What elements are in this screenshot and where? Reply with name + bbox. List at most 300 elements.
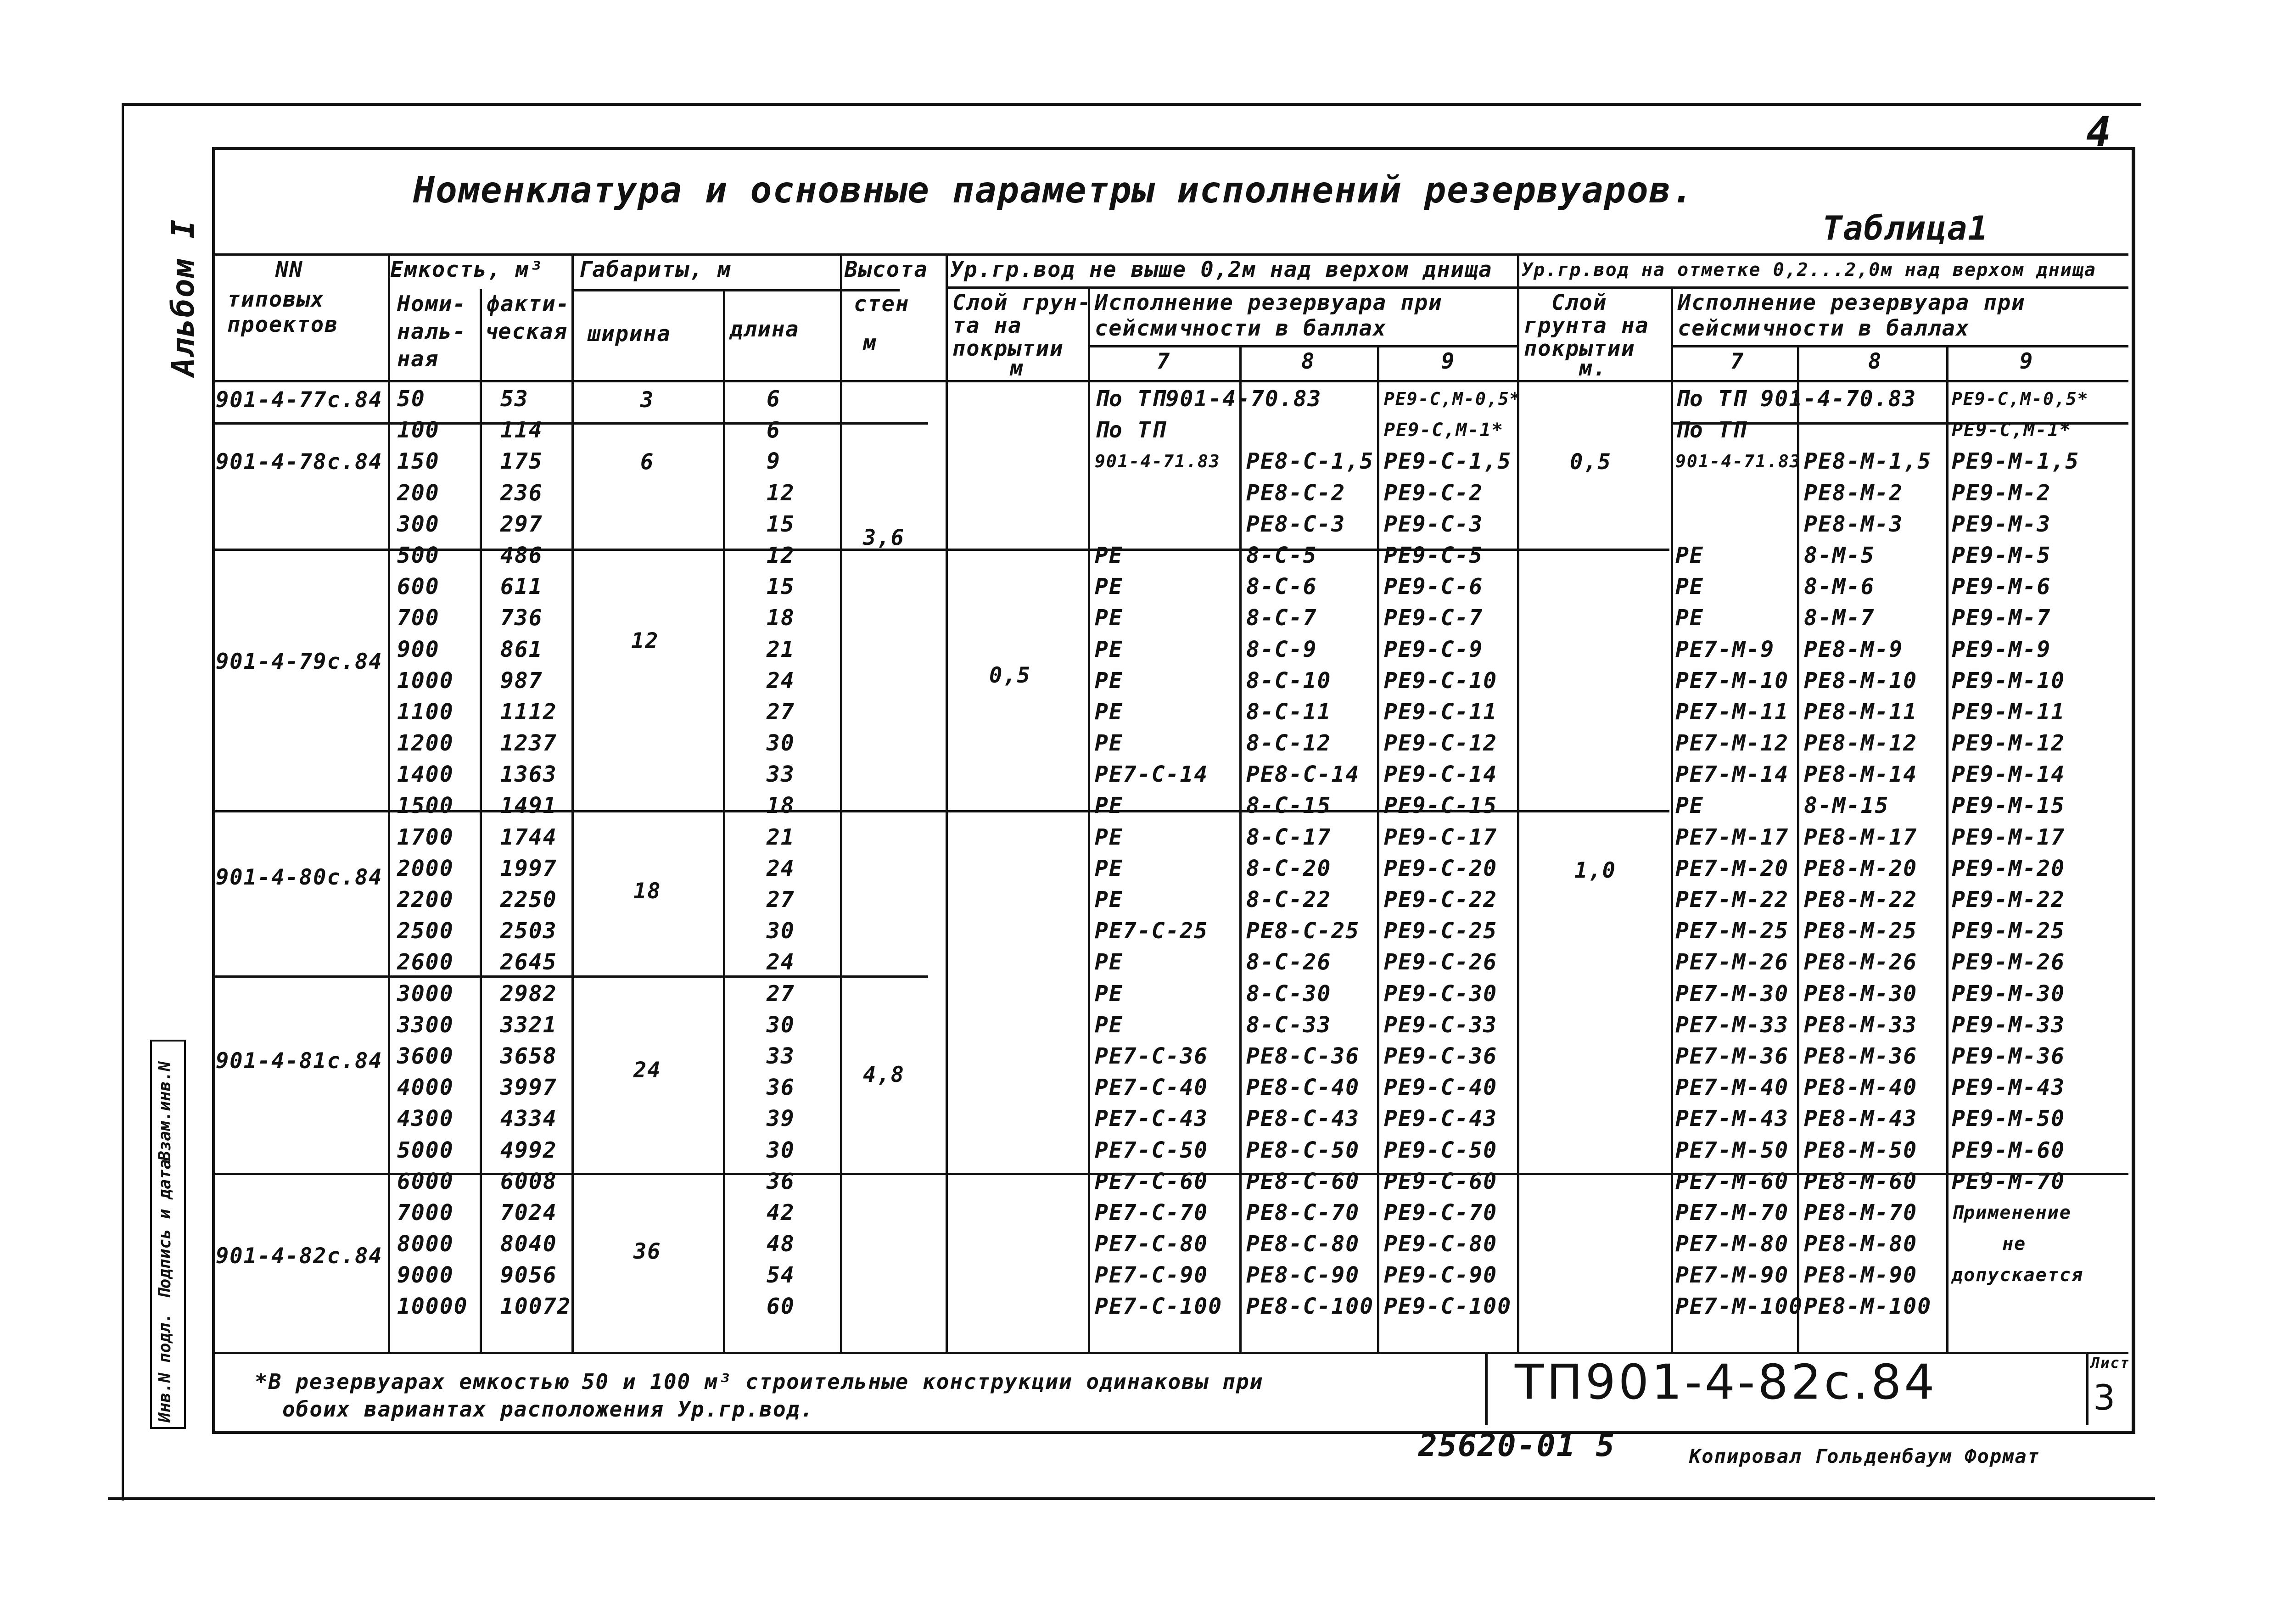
length-cell: 24	[767, 949, 795, 975]
g1-s8-cell: РЕ8-С-50	[1246, 1137, 1360, 1163]
g2-s8-cell: РЕ8-М-9	[1804, 636, 1904, 662]
actual-column	[500, 383, 571, 1322]
g1-s7-cell: РЕ7-С-70	[1095, 1199, 1209, 1226]
width-cell: 36	[633, 1239, 661, 1264]
g1-s7-cell: РЕ7-С-43	[1095, 1106, 1209, 1132]
g1-s7-cell: По ТП	[1095, 417, 1166, 443]
actual-cell: 2645	[500, 949, 557, 975]
g2-s9-cell: РЕ9-М-70	[1952, 1168, 2066, 1194]
g1-s8-cell: РЕ8-С-36	[1246, 1043, 1360, 1069]
nominal-cell: 1500	[397, 793, 454, 819]
length-cell: 9	[767, 448, 781, 475]
header-wall-1: Высота	[845, 257, 928, 282]
g1-s9-cell: РЕ9-С-14	[1384, 762, 1498, 788]
g2-s8-cell: РЕ8-М-20	[1804, 855, 1918, 881]
col-line	[1377, 345, 1379, 1352]
col-line	[723, 289, 725, 1352]
g2-s8-cell: РЕ8-М-43	[1804, 1106, 1918, 1132]
g2-s7-cell: РЕ7-М-25	[1675, 918, 1789, 944]
actual-cell: 1112	[500, 699, 557, 725]
sidebar-label-replace: Взам.инв.N	[156, 1061, 174, 1161]
g1-s9-cell: РЕ9-С-43	[1384, 1106, 1498, 1132]
nominal-cell: 2600	[397, 949, 454, 975]
g1-s7-cell: РЕ	[1095, 1012, 1123, 1038]
header-length: длина	[730, 317, 800, 342]
sheet-number: 3	[2093, 1377, 2116, 1418]
col-line	[1946, 345, 1948, 1352]
g1-s9-cell: РЕ9-С-10	[1384, 667, 1498, 694]
g1-s9-cell: РЕ9-С-90	[1384, 1262, 1498, 1288]
g1-s7-cell: РЕ	[1095, 855, 1123, 881]
g1-s9-cell: РЕ9-С-12	[1384, 730, 1498, 756]
nominal-cell: 1400	[397, 762, 454, 788]
group1-seismic9-column	[1384, 383, 1521, 1322]
header-project-line3: проектов	[227, 312, 339, 337]
g2-s7-cell: РЕ	[1675, 574, 1704, 600]
project-cell: 901-4-80с.84	[216, 865, 383, 890]
g1-s8-cell: РЕ8-С-2	[1246, 480, 1346, 506]
project-cell: 901-4-82с.84	[216, 1243, 383, 1269]
g2-s8-cell: 8-М-7	[1804, 605, 1875, 631]
actual-cell: 9056	[500, 1262, 557, 1288]
actual-cell: 3658	[500, 1043, 557, 1069]
length-cell: 60	[767, 1294, 795, 1320]
header-nominal-1: Номи-	[397, 291, 467, 317]
g1-s9-cell: РЕ9-С-60	[1384, 1168, 1498, 1194]
g1-s9-cell: РЕ9-С-26	[1384, 949, 1498, 975]
g2-s7-cell: РЕ7-М-43	[1675, 1106, 1789, 1132]
g2-s7-cell: РЕ7-М-20	[1675, 855, 1789, 881]
g1-s7-cell: По ТП901-4-70.83	[1095, 386, 1322, 412]
g2-s8-cell: РЕ8-М-26	[1804, 949, 1918, 975]
header-bottom-line	[212, 380, 2128, 382]
length-cell: 6	[767, 386, 781, 412]
g1-s9-cell: РЕ9-С-1,5	[1384, 448, 1512, 475]
g1-s7-cell: РЕ	[1095, 980, 1123, 1007]
g2-s8-cell: РЕ8-М-30	[1804, 980, 1918, 1007]
g2-s8-cell	[1804, 414, 1932, 446]
g2-s9-cell: допускается	[1952, 1265, 2083, 1286]
g1-s7-cell: РЕ7-С-25	[1095, 918, 1209, 944]
header-wall-3: м	[863, 330, 877, 356]
sidebar-label-sign: Подпись и дата	[156, 1159, 174, 1299]
g1-s8-cell: 8-С-12	[1246, 730, 1332, 756]
length-cell: 6	[767, 417, 781, 443]
nominal-cell: 8000	[397, 1231, 454, 1257]
group1-seismic8-column	[1246, 383, 1374, 1322]
length-cell: 12	[767, 542, 795, 568]
g2-s9-cell: РЕ9-М-22	[1952, 887, 2066, 913]
nominal-cell: 50	[397, 386, 426, 412]
length-cell: 18	[767, 605, 795, 631]
nominal-cell: 10000	[397, 1294, 468, 1320]
g2-s9-cell: РЕ9-М-14	[1952, 762, 2066, 788]
g2-s9-cell: РЕ9-М-30	[1952, 980, 2066, 1007]
length-cell: 36	[767, 1075, 795, 1101]
nominal-cell: 700	[397, 605, 440, 631]
left-sidebar-stamp	[150, 1040, 186, 1429]
g2-s8-cell	[1804, 383, 1932, 414]
header-nominal-3: ная	[397, 347, 439, 372]
header-soil1-4: м	[1010, 356, 1024, 381]
g1-s7-cell: РЕ	[1095, 542, 1123, 568]
g1-s9-cell: РЕ9-С-2	[1384, 480, 1484, 506]
length-cell: 24	[767, 855, 795, 881]
header-exec1-1: Исполнение резервуара при	[1095, 290, 1443, 315]
length-cell: 30	[767, 1137, 795, 1163]
g2-s9-cell: РЕ9-С,М-0,5*	[1952, 389, 2089, 409]
g2-s7-cell: РЕ	[1675, 793, 1704, 819]
g1-s8-cell: РЕ8-С-100	[1246, 1294, 1374, 1320]
g1-s8-cell	[1246, 383, 1374, 414]
g2-s8-cell: РЕ8-М-50	[1804, 1137, 1918, 1163]
g1-s7-cell: РЕ	[1095, 667, 1123, 694]
col-line	[571, 253, 574, 1352]
g2-s9-cell: РЕ9-М-7	[1952, 605, 2051, 631]
col-line	[1088, 286, 1090, 1352]
g2-s7-cell: РЕ7-М-12	[1675, 730, 1789, 756]
header-soil2-4: м.	[1579, 356, 1607, 381]
actual-cell: 53	[500, 386, 529, 412]
g1-s9-cell: РЕ9-С-5	[1384, 542, 1484, 568]
col-line	[388, 253, 390, 1352]
album-label: Альбом I	[165, 218, 202, 376]
nominal-cell: 150	[397, 448, 440, 475]
header-seismic-8: 8	[1301, 349, 1316, 374]
g1-s9-cell: РЕ9-С-17	[1384, 824, 1498, 850]
g2-s9-cell: РЕ9-М-36	[1952, 1043, 2066, 1069]
length-cell: 54	[767, 1262, 795, 1288]
g1-s9-cell: РЕ9-С-3	[1384, 511, 1484, 537]
actual-cell: 3997	[500, 1075, 557, 1101]
copied-by: Копировал Гольденбаум Формат	[1689, 1445, 2040, 1467]
g1-s7-cell: РЕ7-С-60	[1095, 1168, 1209, 1194]
project-cell: 901-4-79с.84	[216, 649, 383, 674]
actual-cell: 175	[500, 448, 543, 475]
g2-s9-cell: РЕ9-М-43	[1952, 1075, 2066, 1101]
g2-s7-cell: РЕ	[1675, 542, 1704, 568]
header-nominal-2: наль-	[397, 319, 467, 344]
nominal-cell: 1200	[397, 730, 454, 756]
width-cell: 3	[640, 387, 655, 413]
wall-height-cell: 3,6	[863, 525, 905, 550]
g1-s8-cell: РЕ8-С-43	[1246, 1106, 1360, 1132]
g1-s8-cell: РЕ8-С-3	[1246, 511, 1346, 537]
actual-cell: 736	[500, 605, 543, 631]
length-cell: 15	[767, 511, 795, 537]
table-label: Таблица1	[1822, 209, 1989, 247]
header-soil2-1: Слой	[1551, 290, 1607, 315]
actual-cell: 611	[500, 574, 543, 600]
g1-s9-cell: РЕ9-С-6	[1384, 574, 1484, 600]
g1-s7-cell: РЕ	[1095, 574, 1123, 600]
actual-cell: 7024	[500, 1199, 557, 1226]
g2-s8-cell: РЕ8-М-2	[1804, 480, 1904, 506]
nominal-cell: 3600	[397, 1043, 454, 1069]
header-capacity: Емкость, м³	[390, 257, 543, 282]
soil-layer-2-cell: 1,0	[1574, 858, 1616, 883]
actual-cell: 4334	[500, 1106, 557, 1132]
drawing-code: ТП901-4-82с.84	[1515, 1354, 1937, 1410]
g2-s7-cell: РЕ7-М-11	[1675, 699, 1789, 725]
g2-s8-cell: РЕ8-М-70	[1804, 1199, 1918, 1226]
page-title: Номенклатура и основные параметры исполнений резервуаров.	[413, 170, 1694, 211]
g1-s7-cell: 901-4-71.83	[1095, 451, 1221, 472]
g2-s7-cell: РЕ7-М-36	[1675, 1043, 1789, 1069]
g2-s9-cell: РЕ9-С,М-1*	[1952, 420, 2072, 441]
length-cell: 48	[767, 1231, 795, 1257]
header-exec2-2: сейсмичности в баллах	[1678, 316, 1970, 341]
actual-cell: 8040	[500, 1231, 557, 1257]
g2-s7-cell: РЕ7-М-33	[1675, 1012, 1789, 1038]
length-cell: 36	[767, 1168, 795, 1194]
g2-s9-cell: РЕ9-М-50	[1952, 1106, 2066, 1132]
g2-s7-cell: РЕ7-М-60	[1675, 1168, 1789, 1194]
g2-s9-cell: РЕ9-М-15	[1952, 793, 2066, 819]
nominal-cell: 6000	[397, 1168, 454, 1194]
g2-s7-cell: РЕ7-М-40	[1675, 1075, 1789, 1101]
nominal-cell: 2000	[397, 855, 454, 881]
header-soil2-2: грунта на	[1524, 313, 1649, 338]
g2-s7-cell: РЕ7-М-22	[1675, 887, 1789, 913]
g1-s8-cell: 8-С-11	[1246, 699, 1332, 725]
nominal-cell: 3000	[397, 980, 454, 1007]
soil-layer-2-cell: 0,5	[1570, 449, 1612, 475]
g1-s8-cell: РЕ8-С-1,5	[1246, 448, 1374, 475]
project-cell: 901-4-77с.84	[216, 387, 383, 413]
header-group-1: Ур.гр.вод не выше 0,2м над верхом днища	[950, 257, 1493, 282]
g2-s9-cell: РЕ9-М-33	[1952, 1012, 2066, 1038]
g2-s7-cell: 901-4-71.83	[1675, 451, 1801, 472]
archive-number: 25620-01 5	[1418, 1428, 1616, 1464]
length-cell: 27	[767, 699, 795, 725]
g1-s9-cell: РЕ9-С-22	[1384, 887, 1498, 913]
g1-s8-cell: 8-С-7	[1246, 605, 1317, 631]
g1-s7-cell: РЕ	[1095, 793, 1123, 819]
actual-cell: 486	[500, 542, 543, 568]
project-cell: 901-4-78с.84	[216, 449, 383, 475]
nominal-cell: 500	[397, 542, 440, 568]
col-line	[1671, 286, 1673, 1352]
nominal-cell: 4000	[397, 1075, 454, 1101]
header2-seismic-8: 8	[1868, 349, 1882, 374]
col-line	[840, 253, 842, 1352]
g2-s9-cell: РЕ9-М-1,5	[1952, 448, 2080, 475]
seismic-2-line	[1671, 345, 2128, 347]
length-cell: 18	[767, 793, 795, 819]
actual-cell: 4992	[500, 1137, 557, 1163]
g1-s8-cell: 8-С-17	[1246, 824, 1332, 850]
nominal-cell: 7000	[397, 1199, 454, 1226]
g2-s8-cell: 8-М-6	[1804, 574, 1875, 600]
actual-cell: 1491	[500, 793, 557, 819]
g1-s7-cell: РЕ7-С-90	[1095, 1262, 1209, 1288]
g2-s8-cell: РЕ8-М-100	[1804, 1294, 1932, 1320]
nominal-cell: 4300	[397, 1106, 454, 1132]
length-cell: 21	[767, 636, 795, 662]
group-line	[946, 286, 2128, 289]
g1-s9-cell: РЕ9-С-33	[1384, 1012, 1498, 1038]
g2-s8-cell: 8-М-5	[1804, 542, 1875, 568]
nominal-cell: 5000	[397, 1137, 454, 1163]
nominal-cell: 2200	[397, 887, 454, 913]
length-column	[767, 383, 795, 1322]
g1-s7-cell: РЕ7-С-100	[1095, 1294, 1223, 1320]
group2-seismic8-column	[1804, 383, 1932, 1322]
length-cell: 21	[767, 824, 795, 850]
g2-s8-cell: РЕ8-М-90	[1804, 1262, 1918, 1288]
header-dimensions: Габариты, м	[578, 257, 732, 282]
g1-s8-cell: 8-С-10	[1246, 667, 1332, 694]
g1-s7-cell: РЕ7-С-36	[1095, 1043, 1209, 1069]
g1-s7-cell: РЕ7-С-40	[1095, 1075, 1209, 1101]
g1-s9-cell: РЕ9-С,М-0,5*	[1384, 389, 1521, 409]
nominal-cell: 9000	[397, 1262, 454, 1288]
g1-s7-cell: РЕ	[1095, 824, 1123, 850]
g1-s9-cell: РЕ9-С-20	[1384, 855, 1498, 881]
nominal-column	[397, 383, 468, 1322]
g2-s7-cell: По ТП 901-4-70.83	[1675, 386, 1917, 412]
header-width: ширина	[588, 321, 671, 347]
group2-seismic9-column	[1952, 383, 2089, 1291]
length-cell: 42	[767, 1199, 795, 1226]
nominal-cell: 1000	[397, 667, 454, 694]
actual-cell: 10072	[500, 1294, 571, 1320]
g2-s8-cell: РЕ8-М-1,5	[1804, 448, 1932, 475]
g1-s8-cell: РЕ8-С-25	[1246, 918, 1360, 944]
nominal-cell: 1700	[397, 824, 454, 850]
header-exec1-2: сейсмичности в баллах	[1095, 316, 1387, 341]
header-wall-2: стен	[854, 291, 910, 317]
header-seismic-9: 9	[1441, 349, 1456, 374]
header-soil1-1: Слой грун-	[952, 290, 1092, 315]
header2-seismic-7: 7	[1730, 349, 1745, 374]
g2-s7-cell: РЕ7-М-80	[1675, 1231, 1789, 1257]
length-cell: 30	[767, 730, 795, 756]
g1-s7-cell: РЕ	[1095, 699, 1123, 725]
soil-layer-1-cell: 0,5	[989, 663, 1031, 688]
g2-s8-cell: РЕ8-М-36	[1804, 1043, 1918, 1069]
sheet-label: Лист	[2091, 1354, 2130, 1372]
nominal-cell: 2500	[397, 918, 454, 944]
g2-s8-cell: РЕ8-М-10	[1804, 667, 1918, 694]
header2-seismic-9: 9	[2020, 349, 2034, 374]
g2-s7-cell: РЕ7-М-14	[1675, 762, 1789, 788]
nominal-cell: 200	[397, 480, 440, 506]
g2-s7-cell: РЕ7-М-50	[1675, 1137, 1789, 1163]
g1-s9-cell: РЕ9-С-15	[1384, 793, 1498, 819]
g1-s8-cell: 8-С-5	[1246, 542, 1317, 568]
g1-s7-cell: РЕ	[1095, 887, 1123, 913]
header-group-2: Ур.гр.вод на отметке 0,2...2,0м над верхом днища	[1522, 259, 2096, 280]
g2-s7-cell: РЕ7-М-30	[1675, 980, 1789, 1007]
g2-s8-cell: РЕ8-М-11	[1804, 699, 1918, 725]
header-soil1-3: покрытии	[952, 336, 1064, 361]
g2-s7-cell: РЕ7-М-100	[1675, 1294, 1803, 1320]
g2-s8-cell: РЕ8-М-12	[1804, 730, 1918, 756]
actual-cell: 987	[500, 667, 543, 694]
header-seismic-7: 7	[1157, 349, 1171, 374]
g2-s8-cell: РЕ8-М-40	[1804, 1075, 1918, 1101]
g1-s8-cell: РЕ8-С-40	[1246, 1075, 1360, 1101]
g2-s8-cell: РЕ8-М-80	[1804, 1231, 1918, 1257]
g2-s9-cell: Применение	[1952, 1202, 2072, 1223]
table-top-line	[212, 253, 2128, 256]
corner-number: 4	[2086, 108, 2112, 156]
actual-cell: 114	[500, 417, 543, 443]
actual-cell: 861	[500, 636, 543, 662]
g2-s7-cell: РЕ7-М-70	[1675, 1199, 1789, 1226]
g1-s8-cell: 8-С-33	[1246, 1012, 1332, 1038]
header-soil1-2: та на	[952, 313, 1022, 338]
g2-s9-cell: РЕ9-М-2	[1952, 480, 2051, 506]
g1-s7-cell: РЕ	[1095, 949, 1123, 975]
g1-s8-cell: РЕ8-С-80	[1246, 1231, 1360, 1257]
actual-cell: 1363	[500, 762, 557, 788]
length-cell: 33	[767, 762, 795, 788]
header-actual-1: факти-	[487, 291, 570, 317]
g2-s8-cell: РЕ8-М-33	[1804, 1012, 1918, 1038]
actual-cell: 236	[500, 480, 543, 506]
header-project-line2: типовых	[227, 287, 325, 312]
g2-s9-cell: РЕ9-М-12	[1952, 730, 2066, 756]
g1-s7-cell: РЕ	[1095, 636, 1123, 662]
g1-s9-cell: РЕ9-С-50	[1384, 1137, 1498, 1163]
length-cell: 33	[767, 1043, 795, 1069]
g1-s7-cell: РЕ7-С-50	[1095, 1137, 1209, 1163]
g1-s9-cell: РЕ9-С-70	[1384, 1199, 1498, 1226]
project-cell: 901-4-81с.84	[216, 1048, 383, 1074]
footnote-line-1: *В резервуарах емкостью 50 и 100 м³ строительные конструкции одинаковы при	[255, 1369, 1264, 1394]
g1-s8-cell: 8-С-22	[1246, 887, 1332, 913]
g2-s8-cell: РЕ8-М-17	[1804, 824, 1918, 850]
g1-s8-cell: 8-С-6	[1246, 574, 1317, 600]
nominal-cell: 100	[397, 417, 440, 443]
g1-s8-cell: 8-С-30	[1246, 980, 1332, 1007]
g1-s8-cell	[1246, 414, 1374, 446]
col-line	[480, 289, 482, 1352]
g1-s9-cell: РЕ9-С-11	[1384, 699, 1498, 725]
length-cell: 27	[767, 980, 795, 1007]
actual-cell: 2982	[500, 980, 557, 1007]
g2-s8-cell: РЕ8-М-3	[1804, 511, 1904, 537]
g1-s8-cell: 8-С-20	[1246, 855, 1332, 881]
actual-cell: 6008	[500, 1168, 557, 1194]
actual-cell: 1237	[500, 730, 557, 756]
wall-height-cell: 4,8	[863, 1062, 905, 1087]
header-soil2-3: покрытии	[1524, 336, 1635, 361]
actual-cell: 2503	[500, 918, 557, 944]
g2-s9-cell: РЕ9-М-20	[1952, 855, 2066, 881]
g2-s9-cell: РЕ9-М-9	[1952, 636, 2051, 662]
nominal-cell: 900	[397, 636, 440, 662]
g2-s9-cell: не	[2002, 1233, 2027, 1255]
nominal-cell: 600	[397, 574, 440, 600]
g1-s8-cell: 8-С-9	[1246, 636, 1317, 662]
g2-s8-cell: РЕ8-М-60	[1804, 1168, 1918, 1194]
g1-s9-cell: РЕ9-С-100	[1384, 1294, 1512, 1320]
actual-cell: 297	[500, 511, 543, 537]
g2-s7-cell: РЕ7-М-17	[1675, 824, 1789, 850]
length-cell: 30	[767, 1012, 795, 1038]
g2-s9-cell: РЕ9-М-25	[1952, 918, 2066, 944]
g2-s8-cell: РЕ8-М-25	[1804, 918, 1918, 944]
nominal-cell: 300	[397, 511, 440, 537]
g1-s8-cell: 8-С-26	[1246, 949, 1332, 975]
header-exec2-1: Исполнение резервуара при	[1678, 290, 2026, 315]
g2-s7-cell: По ТП	[1675, 417, 1747, 443]
g2-s9-cell: РЕ9-М-11	[1952, 699, 2066, 725]
